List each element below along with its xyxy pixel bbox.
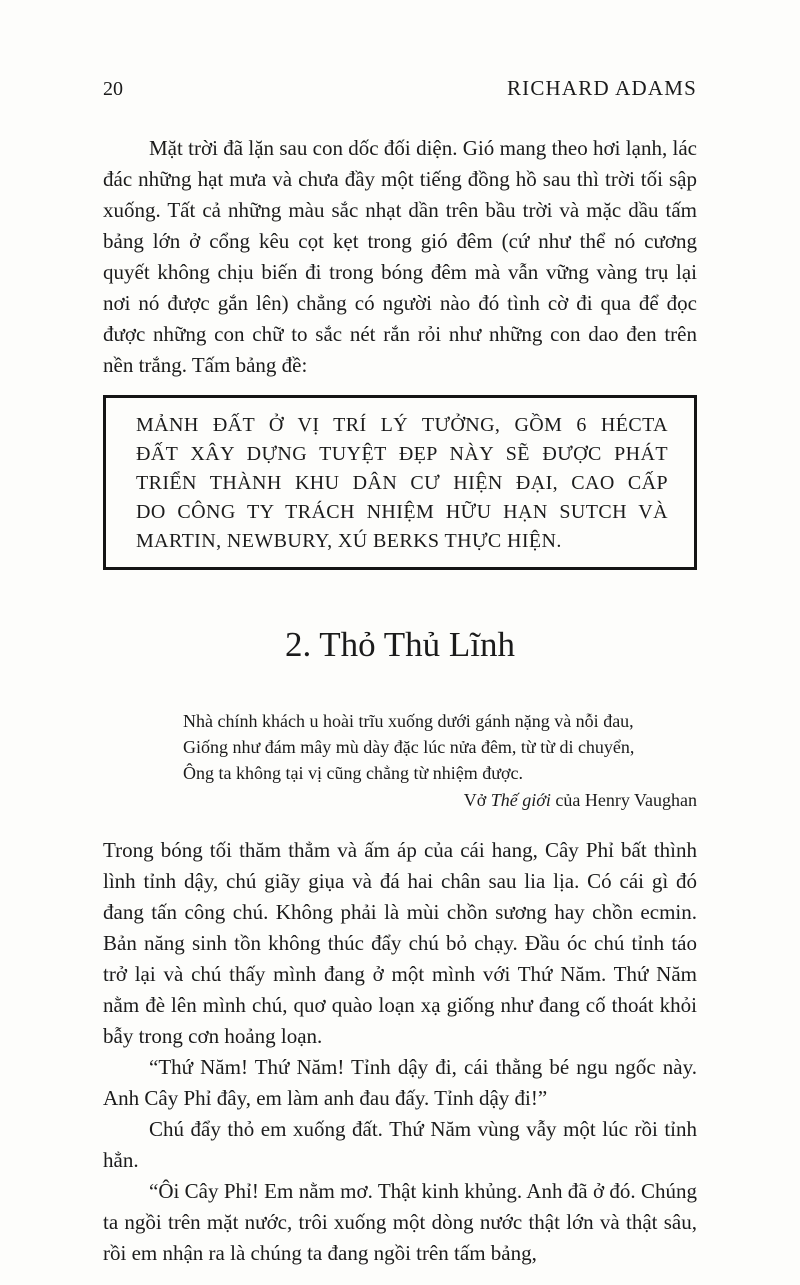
chapter-heading: 2. Thỏ Thủ Lĩnh: [284, 625, 516, 664]
sign-text-line: MARTIN, NEWBURY, XÚ BERKS THỰC HIỆN.: [136, 530, 562, 552]
running-header-author: RICHARD ADAMS: [506, 76, 697, 100]
epigraph-line: Nhà chính khách u hoài trĩu xuống dưới gánh nặng và nỗi đau,: [183, 711, 634, 731]
opening-paragraph: Mặt trời đã lặn sau con dốc đối diện. Gió mang theo hơi lạnh, lác đác những hạt mưa và chưa đầy một tiếng đồng hồ sau thì trời tối sập xuống. Tất cả những màu sắc nhạt dần trên bầu trời và mặc dầu tấm bảng lớn ở cổng kêu cọt kẹt trong gió đêm (cứ như thể nó cương quyết không chịu biến đi trong bóng đêm mà vẫn vững vàng trụ lại nơi nó được gắn lên) chẳng có người nào đó tình cờ đi qua để đọc được những con chữ to sắc nét rắn rỏi như những con dao đen trên nền trắng. Tấm bảng đề:: [103, 136, 697, 377]
attribution-suffix: của Henry Vaughan: [550, 790, 697, 810]
epigraph: [183, 708, 697, 813]
body-paragraph: “Ôi Cây Phỉ! Em nằm mơ. Thật kinh khủng. Anh đã ở đó. Chúng ta ngồi trên mặt nước, trôi xuống một dòng nước thật lớn và thật sâu, rồi em nhận ra là chúng ta đang ngồi trên tấm bảng,: [103, 1179, 697, 1265]
sign-text-line: MẢNH ĐẤT Ở VỊ TRÍ LÝ TƯỞNG, GỒM 6 HÉCTA: [136, 414, 668, 436]
body-paragraph: Trong bóng tối thăm thẳm và ấm áp của cái hang, Cây Phỉ bất thình lình tỉnh dậy, chú giãy giụa và đá hai chân sau lia lịa. Có cái gì đó đang tấn công chú. Không phải là mùi chồn sương hay chồn ecmin. Bản năng sinh tồn không thúc đẩy chú bỏ chạy. Đầu óc chú tỉnh táo trở lại và chú thấy mình đang ở một mình với Thứ Năm. Thứ Năm nằm đè lên mình chú, quơ quào loạn xạ giống như đang cố thoát khỏi bẫy trong cơn hoảng loạn.: [103, 838, 697, 1048]
sign-text-line: TRIỂN THÀNH KHU DÂN CƯ HIỆN ĐẠI, CAO CẤP: [136, 472, 668, 494]
epigraph-line: Giống như đám mây mù dày đặc lúc nửa đêm, từ từ di chuyển,: [183, 737, 635, 757]
attribution-prefix: Vở: [463, 790, 491, 810]
sign-text-line: ĐẤT XÂY DỰNG TUYỆT ĐẸP NÀY SẼ ĐƯỢC PHÁT: [136, 443, 668, 465]
page-header: [103, 76, 697, 101]
sign-text-box: [103, 395, 697, 570]
body-text: [103, 835, 697, 1269]
epigraph-attribution: [183, 787, 697, 813]
sign-text-line: DO CÔNG TY TRÁCH NHIỆM HỮU HẠN SUTCH VÀ: [136, 501, 668, 523]
attribution-work-title: Thế giới: [490, 790, 551, 810]
body-paragraph: Chú đẩy thỏ em xuống đất. Thứ Năm vùng vẫy một lúc rồi tỉnh hẳn.: [103, 1117, 697, 1172]
page-number: 20: [103, 78, 123, 100]
body-paragraph: “Thứ Năm! Thứ Năm! Tỉnh dậy đi, cái thằng bé ngu ngốc này. Anh Cây Phỉ đây, em làm anh đau đấy. Tỉnh dậy đi!”: [103, 1055, 697, 1110]
epigraph-line: Ông ta không tại vị cũng chẳng từ nhiệm được.: [183, 763, 523, 783]
